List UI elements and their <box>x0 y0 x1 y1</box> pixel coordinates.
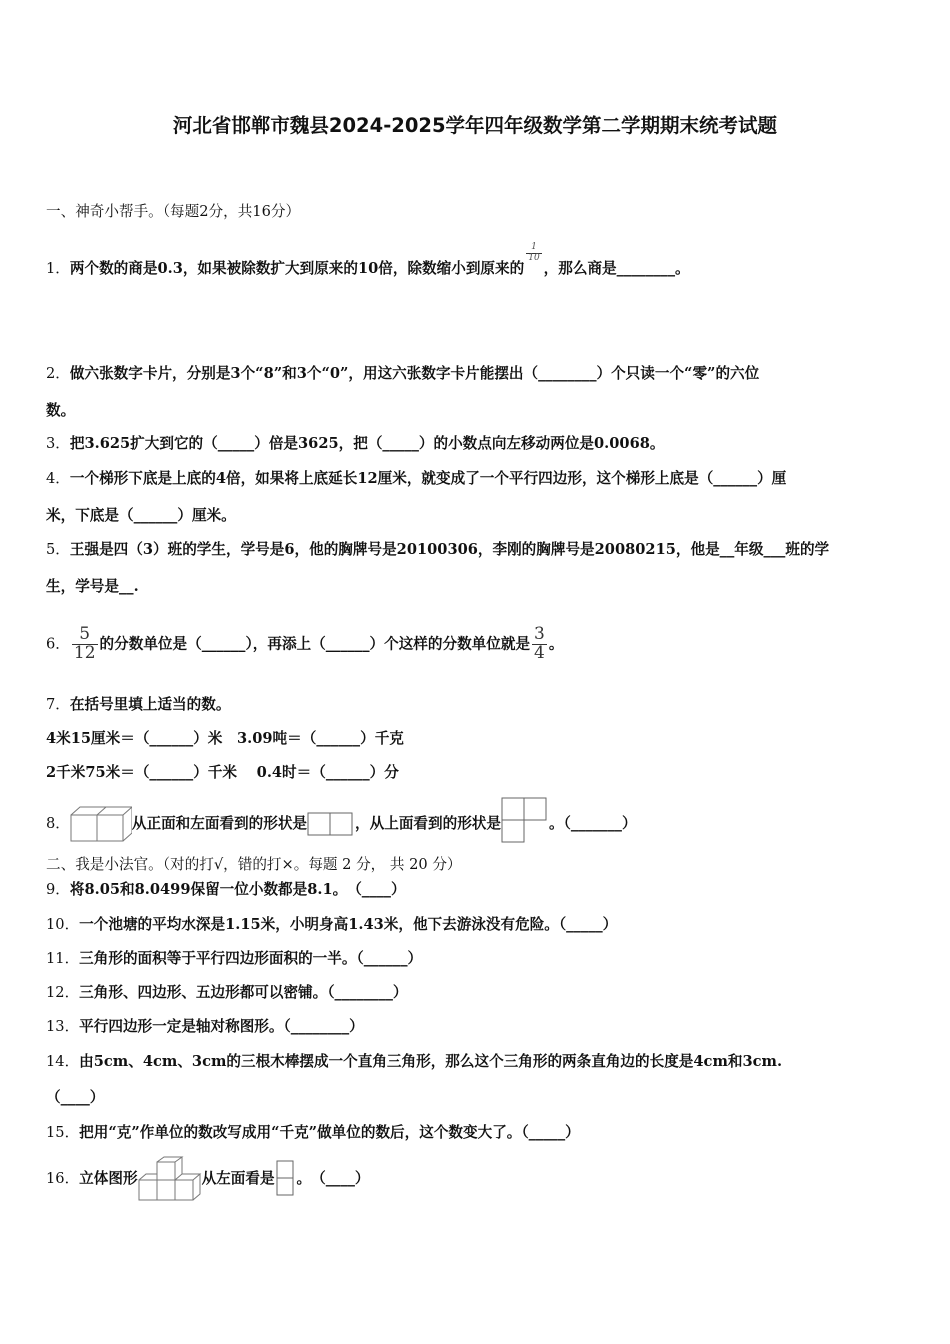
question-number: 6． <box>46 635 70 653</box>
question-number: 11． <box>46 950 80 967</box>
question-text: 一个梯形下底是上底的4倍，如果将上底延长12厘米，就变成了一个平行四边形，这个梯形上底是（______）厘 <box>69 470 787 487</box>
front-view-two-squares <box>307 811 355 837</box>
left-view-vertical-squares <box>275 1159 297 1199</box>
question-text: 平行四边形一定是轴对称图形。（________） <box>79 1018 364 1035</box>
question-7-row-2: 2千米75米＝（______）千米 0.4时＝（______）分 <box>46 764 399 781</box>
top-view-l-shape <box>501 796 549 844</box>
question-number: 15． <box>46 1124 80 1141</box>
question-text: 在括号里填上适当的数。 <box>69 696 231 713</box>
question-14-line-1 <box>46 1052 782 1072</box>
question-16 <box>46 1156 370 1202</box>
question-1 <box>46 242 690 279</box>
question-12 <box>46 983 408 1003</box>
question-number: 10． <box>46 916 80 933</box>
question-text: 将8.05和8.0499保留一位小数都是8.1。 （____） <box>69 881 406 898</box>
fraction-one-tenth <box>526 243 541 263</box>
solid-figure-blocks <box>138 1156 202 1202</box>
question-text: 三角形、四边形、五边形都可以密铺。（________） <box>79 984 408 1001</box>
question-5-line-2: 生，学号是__. <box>46 578 139 595</box>
section-2-heading: 二、我是小法官。（对的打√，错的打×。每题 2 分， 共 20 分） <box>46 856 462 873</box>
question-number: 5． <box>46 541 70 558</box>
question-number: 14． <box>46 1053 80 1070</box>
question-text: 把3.625扩大到它的（_____）倍是3625，把（_____）的小数点向左移动两位是0.0068。 <box>69 435 665 452</box>
question-15 <box>46 1123 580 1143</box>
question-text-end: 。 （____） <box>296 1170 370 1187</box>
question-number: 12． <box>46 984 80 1001</box>
question-text: 立体图形 <box>79 1170 138 1187</box>
question-text: 做六张数字卡片，分别是3个“8”和3个“0”，用这六张数字卡片能摆出（________）个只读一个“零”的六位 <box>69 365 760 382</box>
question-number: 1． <box>46 260 70 277</box>
question-text: 两个数的商是0.3，如果被除数扩大到原来的10倍，除数缩小到原来的 <box>69 260 525 277</box>
question-text: 三角形的面积等于平行四边形面积的一半。（______） <box>79 950 423 967</box>
question-4-line-2: 米，下底是（______）厘米。 <box>46 507 236 524</box>
document-title: 河北省邯郸市魏县2024-2025学年四年级数学第二学期期末统考试题 <box>172 114 778 137</box>
section-1-heading: 一、神奇小帮手。（每题2分，共16分） <box>46 203 301 220</box>
question-number: 2． <box>46 365 70 382</box>
question-11 <box>46 949 422 969</box>
question-7 <box>46 695 230 715</box>
question-number: 13． <box>46 1018 80 1035</box>
question-8 <box>46 800 637 840</box>
fraction-three-quarters <box>532 626 547 663</box>
question-9 <box>46 880 406 900</box>
question-text-end: 。（_______） <box>548 815 637 832</box>
question-7-row-1: 4米15厘米＝（______）米 3.09吨＝（______）千克 <box>46 730 404 747</box>
fraction-denominator: 12 <box>73 642 96 663</box>
question-5-line-1 <box>46 540 829 560</box>
fraction-denominator: 4 <box>534 642 545 663</box>
question-number: 16． <box>46 1170 80 1187</box>
question-14-line-2: （____） <box>46 1089 105 1106</box>
question-2-line-1 <box>46 364 759 384</box>
question-text-middle: 从左面看是 <box>201 1170 275 1187</box>
question-2-line-2: 数。 <box>46 402 76 419</box>
cube-stack-figure <box>70 805 132 843</box>
question-text: 从正面和左面看到的形状是 <box>131 815 308 832</box>
question-number: 3． <box>46 435 70 452</box>
question-number: 9． <box>46 881 70 898</box>
fraction-numerator: 5 <box>72 626 98 645</box>
question-text: 的分数单位是（______），再添上（______）个这样的分数单位就是 <box>99 635 531 653</box>
question-text: 一个池塘的平均水深是1.15米，小明身高1.43米，他下去游泳没有危险。（_____） <box>79 916 618 933</box>
question-4-line-1 <box>46 469 786 489</box>
question-number: 8． <box>46 815 70 832</box>
question-text: 由5cm、4cm、3cm的三根木棒摆成一个直角三角形，那么这个三角形的两条直角边的长度是4cm和3cm. <box>79 1053 783 1070</box>
fraction-five-twelfths <box>72 626 98 663</box>
fraction-numerator: 1 <box>526 243 541 253</box>
question-text-end: ，那么商是________。 <box>543 260 690 277</box>
question-text: 把用“克”作单位的数改写成用“千克”做单位的数后，这个数变大了。（_____） <box>79 1124 580 1141</box>
question-10 <box>46 915 617 935</box>
question-number: 7． <box>46 696 70 713</box>
question-text: 王强是四（3）班的学生，学号是6，他的胸牌号是20100306，李刚的胸牌号是20080215，他是__年级___班的学 <box>69 541 830 558</box>
question-text-end: 。 <box>548 635 564 653</box>
question-6 <box>46 626 563 663</box>
question-text-middle: ，从上面看到的形状是 <box>355 815 501 832</box>
question-13 <box>46 1017 364 1037</box>
question-number: 4． <box>46 470 70 487</box>
fraction-numerator: 3 <box>534 624 545 644</box>
question-3 <box>46 434 664 454</box>
fraction-denominator: 10 <box>528 252 540 263</box>
